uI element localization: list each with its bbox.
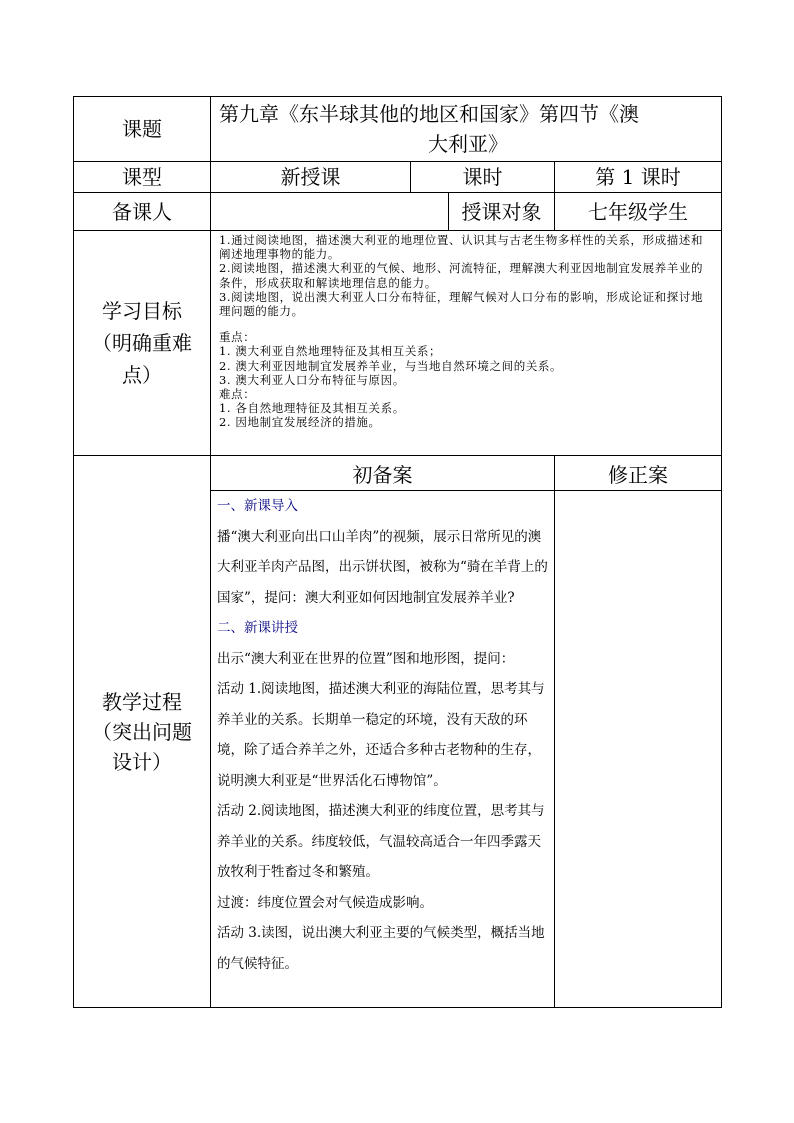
hours-value: 第 1 课时 — [595, 165, 681, 189]
process-label-cell — [74, 456, 211, 1008]
goals-label-line2: （明确重难 — [92, 331, 192, 355]
title-value-line1: 第九章《东半球其他的地区和国家》第四节《澳 — [219, 102, 639, 126]
goal-item: 1.通过阅读地图，描述澳大利亚的地理位置、认识其与古老生物多样性的关系，形成描述和阐述地理事物的能力。 — [219, 233, 704, 262]
row-title — [74, 97, 722, 162]
type-label-cell — [74, 162, 211, 193]
process-paragraph: 过渡：纬度位置会对气候造成影响。 — [217, 894, 433, 911]
goals-label-line3: 点） — [122, 363, 162, 387]
section-heading: 二、新课讲授 — [217, 620, 298, 636]
hours-label-cell — [411, 162, 555, 193]
hours-value-cell — [555, 162, 722, 193]
difficulty-point: 2. 因地制宜发展经济的措施。 — [219, 415, 381, 430]
goals-label-cell — [74, 231, 211, 456]
audience-value: 七年级学生 — [588, 199, 689, 224]
key-point: 2. 澳大利亚因地制宜发展养羊业，与当地自然环境之间的关系。 — [219, 358, 563, 373]
row-type — [74, 162, 722, 193]
key-point: 1. 澳大利亚自然地理特征及其相互关系； — [219, 344, 442, 359]
key-points-label: 重点： — [219, 330, 256, 345]
lesson-plan-table — [73, 96, 722, 1008]
type-value-cell — [211, 162, 411, 193]
goal-item: 3.阅读地图，说出澳大利亚人口分布特征，理解气候对人口分布的影响，形成论证和探讨地理问题的能力。 — [219, 289, 704, 319]
title-value-line2: 大利亚》 — [428, 132, 509, 156]
section-heading: 一、新课导入 — [217, 498, 298, 514]
process-label-line1: 教学过程 — [102, 689, 182, 714]
teacher-label-cell — [74, 193, 211, 231]
revision-header: 修正案 — [608, 462, 669, 487]
revision-header-cell — [555, 456, 722, 491]
draft-header: 初备案 — [352, 462, 413, 487]
process-label-line3: 设计） — [112, 749, 172, 774]
teacher-label: 备课人 — [112, 199, 172, 224]
title-label-cell — [74, 97, 211, 162]
row-teacher — [74, 193, 722, 231]
audience-label: 授课对象 — [461, 199, 542, 224]
draft-content-cell — [211, 491, 555, 1008]
goals-label-line1: 学习目标 — [102, 299, 182, 323]
title-value-cell — [211, 97, 722, 162]
process-paragraph: 出示“澳大利亚在世界的位置”图和地形图，提问： — [217, 650, 515, 667]
audience-value-cell — [555, 193, 722, 231]
goal-item: 2.阅读地图，描述澳大利亚的气候、地形、河流特征，理解澳大利亚因地制宜发展养羊业的条件，形成获取和解读地理信息的能力。 — [219, 261, 704, 290]
goals-content-cell — [211, 231, 722, 456]
audience-label-cell — [449, 193, 555, 231]
hours-label: 课时 — [462, 165, 503, 189]
revision-content-cell — [555, 491, 722, 1008]
process-paragraph: 活动 2.阅读地图，描述澳大利亚的纬度位置，思考其与养羊业的关系。纬度较低，气温较高适合一年四季露天放牧利于牲畜过冬和繁殖。 — [217, 803, 545, 880]
title-label: 课题 — [122, 117, 162, 141]
process-paragraph: 活动 1.阅读地图，描述澳大利亚的海陆位置，思考其与养羊业的关系。长期单一稳定的环境，没有天敌的环境，除了适合养羊之外，还适合多种古老物种的生存，说明澳大利亚是“世界活化石博物馆”。 — [217, 681, 545, 789]
difficulty-label: 难点： — [219, 387, 256, 402]
type-label: 课型 — [122, 165, 162, 189]
teacher-value-cell — [211, 193, 449, 231]
process-label-line2: （突出问题 — [92, 719, 192, 744]
row-process-header — [74, 456, 722, 491]
process-paragraph: 播“澳大利亚向出口山羊肉”的视频，展示日常所见的澳大利亚羊肉产品图，出示饼状图，被称为“骑在羊背上的国家”，提问：澳大利亚如何因地制宜发展养羊业? — [217, 528, 548, 606]
key-point: 3. 澳大利亚人口分布特征与原因。 — [219, 372, 405, 387]
row-goals — [74, 231, 722, 456]
difficulty-point: 1. 各自然地理特征及其相互关系。 — [219, 401, 405, 416]
type-value: 新授课 — [280, 165, 341, 189]
draft-header-cell — [211, 456, 555, 491]
process-paragraph: 活动 3.读图，说出澳大利亚主要的气候类型，概括当地的气候特征。 — [217, 925, 545, 972]
